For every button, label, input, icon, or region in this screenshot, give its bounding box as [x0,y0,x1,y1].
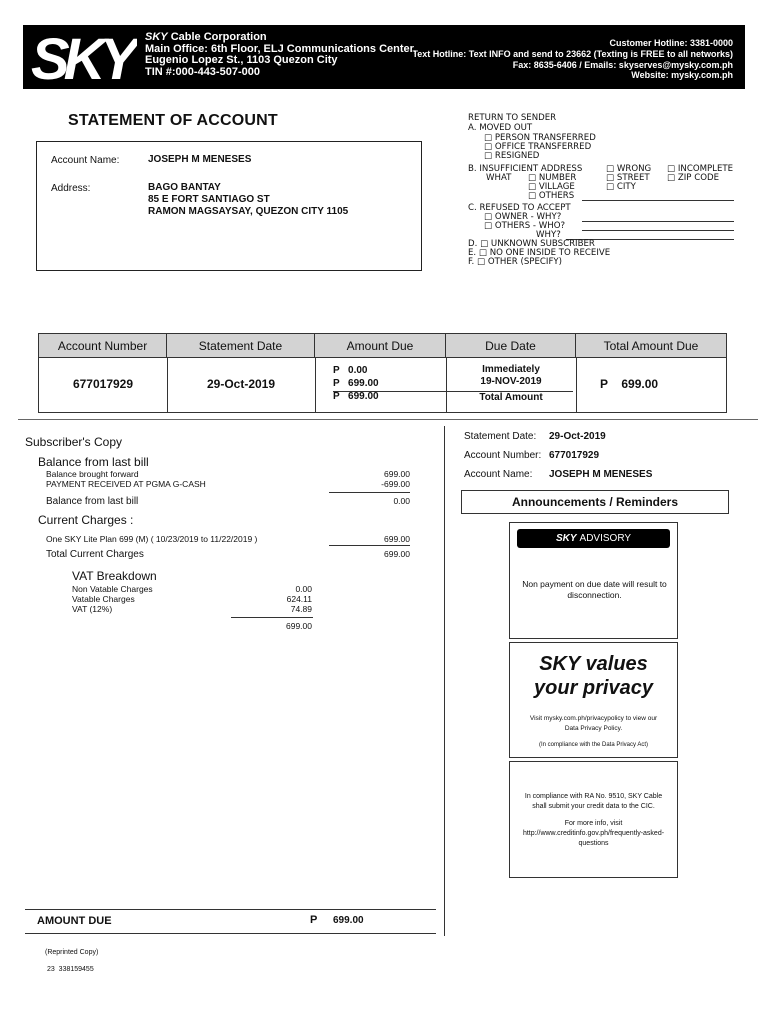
balance-forward-amount: 699.00 [384,469,410,479]
advisory-title: ADVISORY [579,533,632,544]
announcements-title: Announcements / Reminders [461,490,729,514]
sky-logo [29,27,137,87]
address-label: Address: [51,183,91,194]
advisory-header [517,529,670,548]
write-line [582,221,734,222]
checkbox-icon: □ [667,173,678,183]
rts-unknown: D. □ UNKNOWN SUBSCRIBER [468,239,595,249]
rp-account-name-value: JOSEPH M MENESES [549,469,653,480]
header-total-amount-due: Total Amount Due [576,334,726,358]
rts-checkbox-item[interactable]: □ INCOMPLETE [667,164,734,174]
plan-label: One SKY Lite Plan 699 (M) ( 10/23/2019 to 11/22/2019 ) [46,534,258,544]
advisory-message: Non payment on due date will result to disconnection. [522,579,667,600]
rts-checkbox-item[interactable]: □ OFFICE TRANSFERRED [484,142,592,152]
plan-amount: 699.00 [384,534,410,544]
rts-title: RETURN TO SENDER [468,113,557,123]
rts-checkbox-item[interactable]: □ PERSON TRANSFERRED [484,133,596,143]
rts-checkbox-item[interactable]: □ VILLAGE [528,182,575,192]
privacy-visit: Visit mysky.com.ph/privacypolicy to view our Data Privacy Policy. [529,715,658,732]
rts-why: WHY? [536,230,561,240]
balance-heading: Balance from last bill [38,455,149,469]
rp-account-number-value: 677017929 [549,450,600,461]
customer-hotline: Customer Hotline: 3381-0000 [609,38,733,48]
statement-date-value: 29-Oct-2019 [206,377,276,391]
balance-last-label: Balance from last bill [46,496,139,507]
vat-row-amount: 624.11 [286,594,312,604]
rts-checkbox-item[interactable]: □ OWNER - WHY? [484,212,562,222]
rts-checkbox-item[interactable]: □ CITY [606,182,636,192]
header-bar [23,25,745,89]
checkbox-icon: □ [484,151,495,161]
rp-account-number-label: Account Number: [464,450,542,461]
header-statement-date: Statement Date [167,334,315,358]
amount-due-line: P 699.00 [333,378,379,389]
contact-info [412,38,733,81]
rp-account-name-label: Account Name: [464,469,533,480]
privacy-headline: SKY values your privacy [534,653,653,699]
account-name-value: JOSEPH M MENESES [148,154,252,165]
advisory-panel [509,522,678,639]
rts-other: F. □ OTHER (SPECIFY) [468,257,562,267]
cic-panel [509,761,678,878]
checkbox-icon: □ [528,182,539,192]
balance-forward-label: Balance brought forward [46,469,139,479]
vat-row-label: Non Vatable Charges [72,584,153,594]
account-number-value: 677017929 [72,377,134,391]
write-line [582,230,734,231]
sum-line [231,617,313,618]
checkbox-icon: □ [667,164,678,174]
cic-text: In compliance with RA No. 9510, SKY Cable shall submit your credit data to the CIC. [524,793,663,810]
summary-table [38,333,727,413]
address-line: 85 E FORT SANTIAGO ST [148,194,270,205]
vat-heading: VAT Breakdown [72,569,157,583]
address-line: RAMON MAGSAYSAY, QUEZON CITY 1105 [148,206,349,217]
company-brand: SKY [145,31,168,43]
vat-total: 699.00 [286,621,312,631]
rts-refused: C. REFUSED TO ACCEPT [468,203,571,213]
divider [576,358,577,413]
text-hotline: Text Hotline: Text INFO and send to 23662 (Texting is FREE to all networks) [412,48,733,59]
amount-due-label: AMOUNT DUE [37,915,112,927]
total-current-amount: 699.00 [384,549,410,559]
rts-checkbox-item[interactable]: □ WRONG [606,164,652,174]
company-tin: TIN #:000-443-507-000 [145,65,260,78]
rts-checkbox-item[interactable]: □ ZIP CODE [667,173,720,183]
checkbox-icon: □ [606,173,617,183]
checkbox-icon: □ [606,164,617,174]
due-immediately: Immediately [482,364,540,375]
checkbox-icon: □ [484,212,495,222]
checkbox-icon: □ [606,182,617,192]
subscriber-copy-title: Subscriber's Copy [25,435,122,449]
rts-insufficient-address: B. INSUFFICIENT ADDRESS [468,164,583,174]
payment-label: PAYMENT RECEIVED AT PGMA G-CASH [46,479,206,489]
divider [315,358,316,413]
amount-due-lines [333,364,379,403]
vat-row-label: Vatable Charges [72,594,135,604]
sum-line [329,545,410,546]
checkbox-icon: □ [484,133,495,143]
balance-last-amount: 0.00 [393,496,410,506]
rts-checkbox-item[interactable]: □ OTHERS - WHO? [484,221,566,231]
rts-what: WHAT [486,173,512,183]
sum-line [329,492,410,493]
column-divider [444,426,445,936]
company-address-1: Main Office: 6th Floor, ELJ Communications Center, [145,42,417,55]
rp-statement-date-label: Statement Date: [464,431,537,442]
amount-due-bottom-line [25,933,436,934]
privacy-panel [509,642,678,758]
cic-link-text: For more info, visit http://www.creditinfo.gov.ph/frequently-asked-questions [522,820,665,847]
amount-due-value: 699.00 [333,915,364,926]
fax-email: Fax: 8635-6406 / Emails: skyserves@mysky.com.ph [512,59,733,70]
footer-code: 23 338159455 [47,966,94,973]
checkbox-icon: □ [528,191,539,201]
rts-checkbox-item[interactable]: □ NUMBER [528,173,577,183]
website: Website: mysky.com.ph [631,70,733,81]
reprinted-copy: (Reprinted Copy) [45,949,99,956]
company-name: Cable Corporation [170,31,267,43]
amount-due-currency: P [310,914,318,926]
rts-no-one: E. □ NO ONE INSIDE TO RECEIVE [468,248,611,258]
due-date-value: 19-NOV-2019 [480,376,542,387]
company-address-2: Eugenio Lopez St., 1103 Quezon City [145,54,338,66]
advisory-brand: SKY [555,533,577,544]
vat-row-amount: 0.00 [295,584,312,594]
rts-checkbox-item[interactable]: □ OTHERS [528,191,575,201]
checkbox-icon: □ [484,221,495,231]
total-amount-label: Total Amount [479,392,543,403]
vat-row-amount: 74.89 [290,604,312,614]
account-name-label: Account Name: [51,155,120,166]
vat-row-label: VAT (12%) [72,604,113,614]
total-current-label: Total Current Charges [46,549,144,560]
header-due-date: Due Date [446,334,576,358]
payment-amount: -699.00 [381,479,410,489]
total-amount-due-value: P 699.00 [600,377,659,391]
amount-due-line: P 0.00 [333,365,368,376]
company-info [145,32,416,78]
address-value [148,182,348,218]
write-line [582,200,734,201]
due-date-cell [446,364,576,388]
statement-title: STATEMENT OF ACCOUNT [68,112,278,129]
section-divider [18,419,758,420]
privacy-compliance: (In compliance with the Data Privacy Act) [538,742,649,748]
checkbox-icon: □ [484,142,495,152]
address-line: BAGO BANTAY [148,182,221,193]
rts-checkbox-item[interactable]: □ RESIGNED [484,151,540,161]
amount-due-top-line [25,909,436,910]
svg-text:SKY: SKY [31,27,133,87]
rts-checkbox-item[interactable]: □ STREET [606,173,650,183]
header-account-number: Account Number [39,334,167,358]
amount-due-line: P 699.00 [333,391,379,402]
checkbox-icon: □ [528,173,539,183]
header-amount-due: Amount Due [315,334,446,358]
rp-statement-date-value: 29-Oct-2019 [549,431,606,442]
account-info-box [36,141,422,271]
rts-moved-out: A. MOVED OUT [468,123,533,133]
current-charges-heading: Current Charges : [38,513,134,527]
